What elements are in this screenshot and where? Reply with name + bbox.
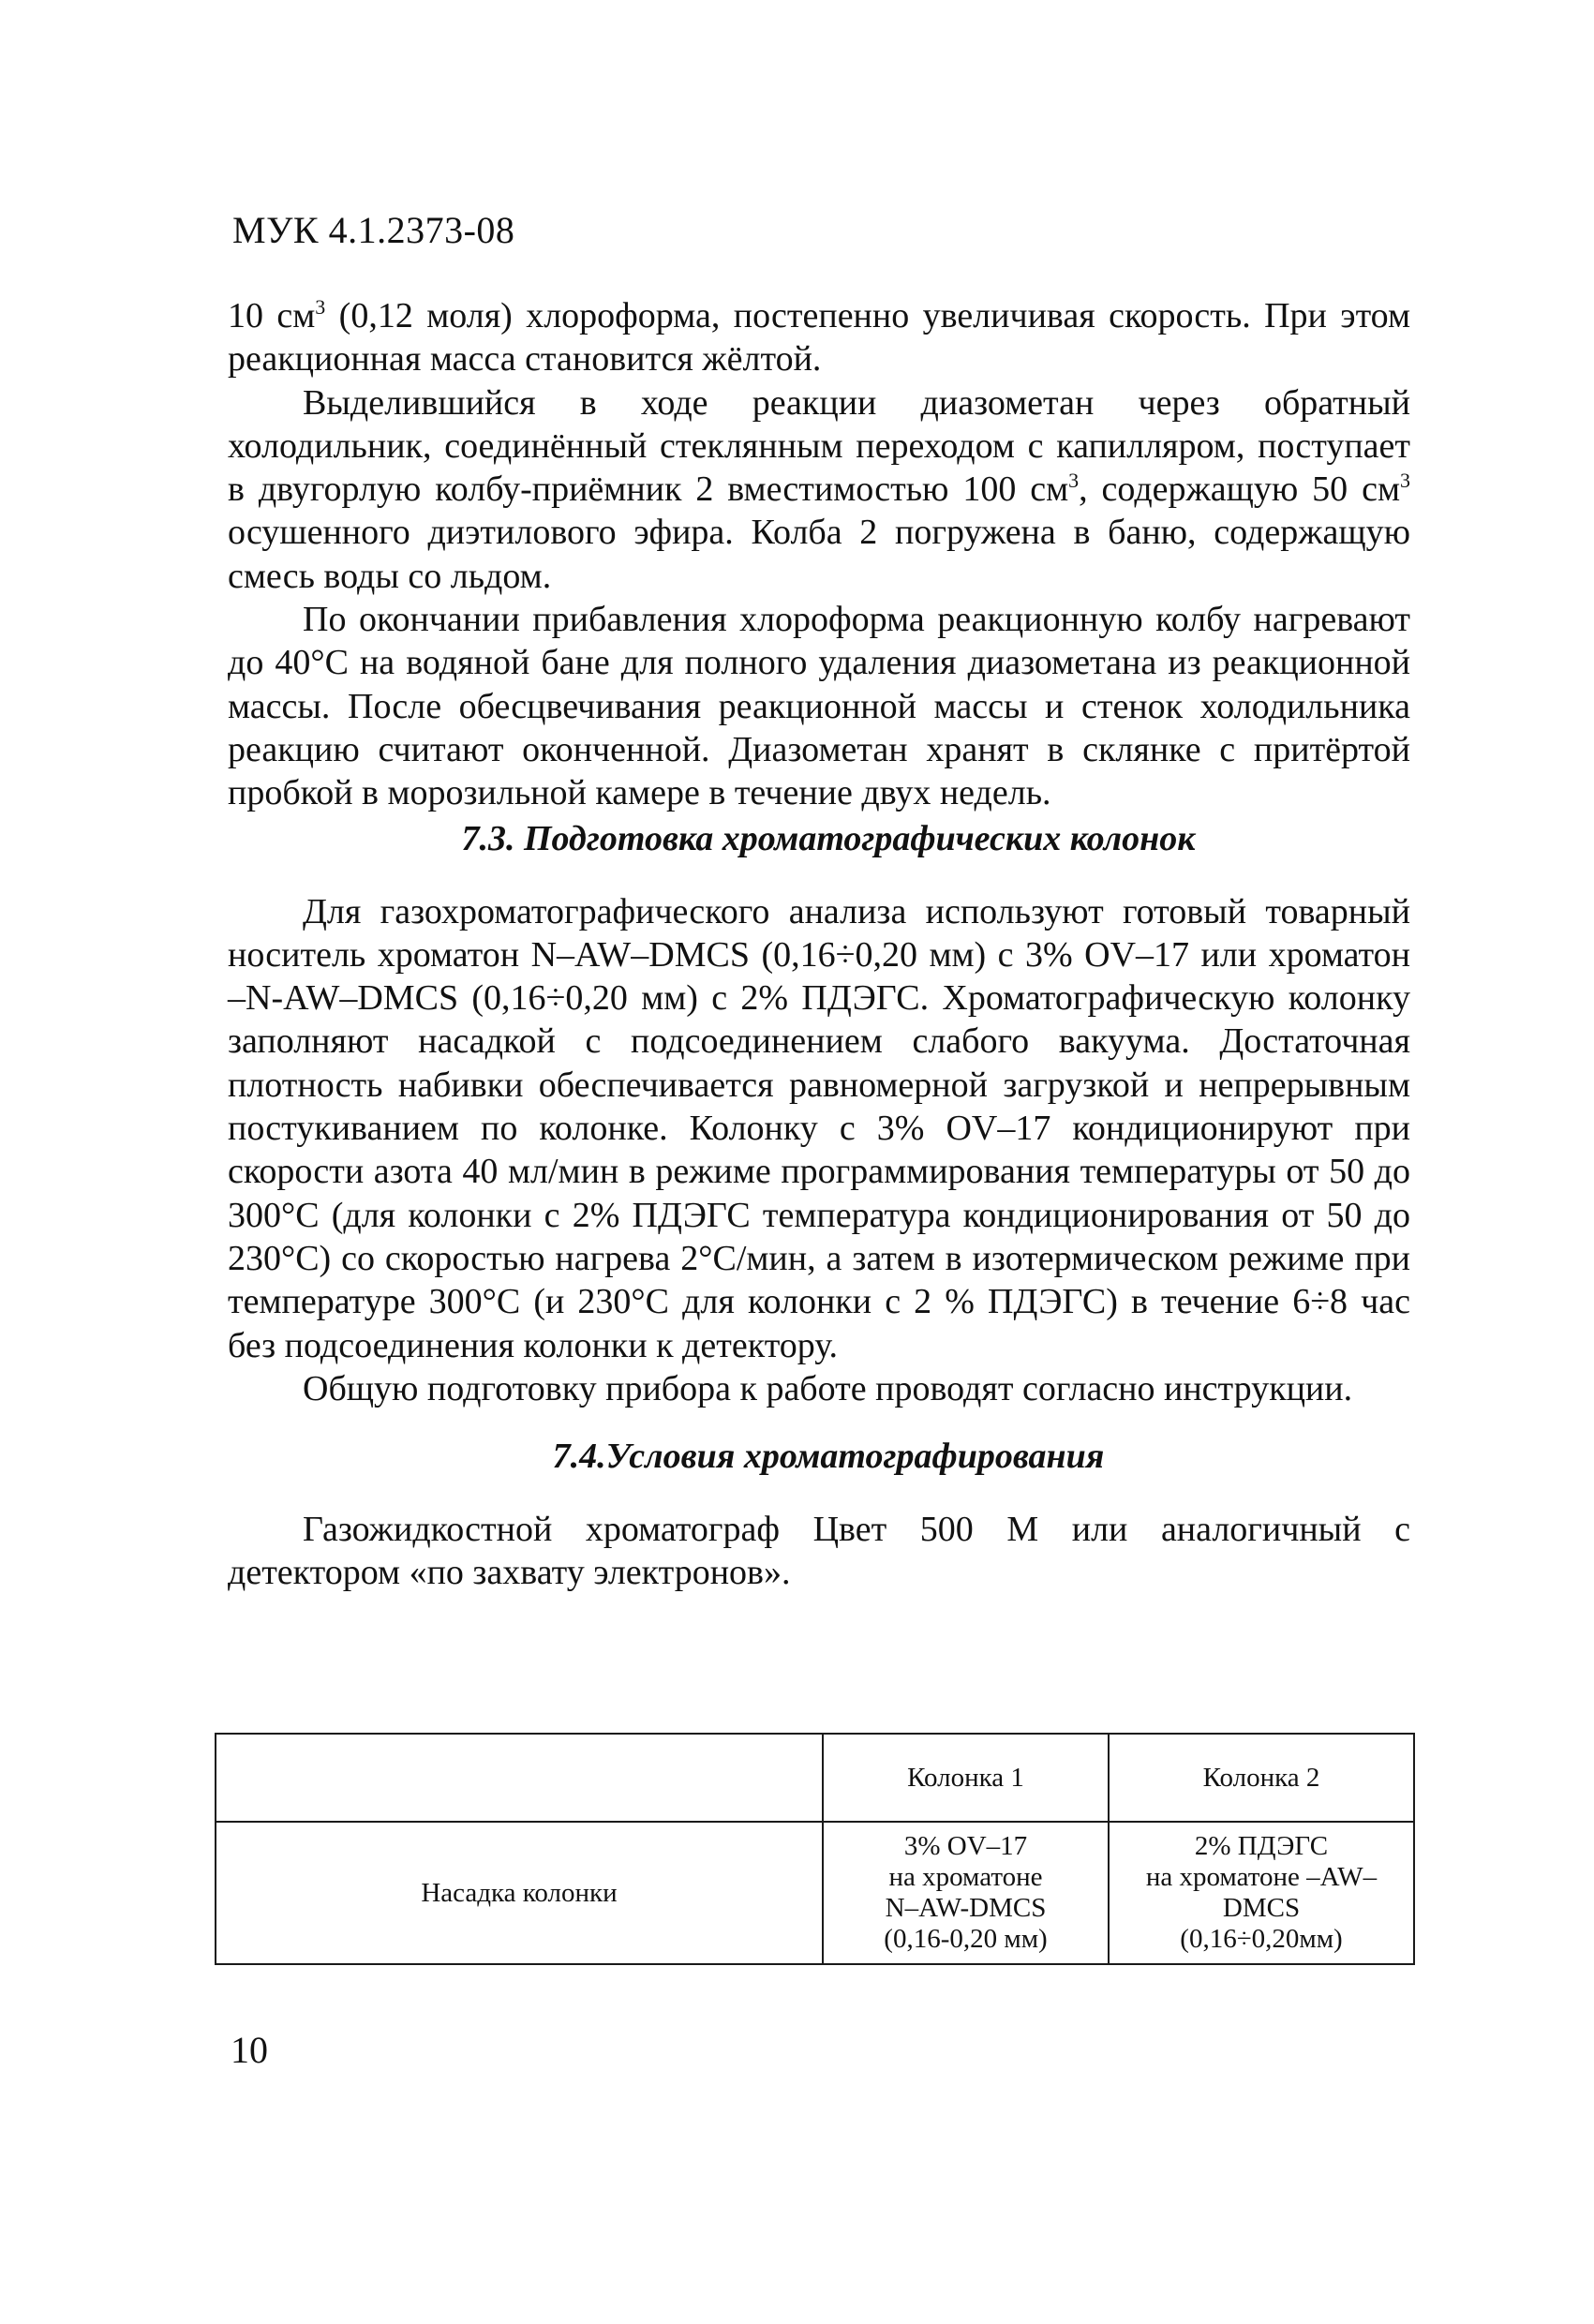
cell-line: на хроматоне xyxy=(888,1862,1043,1892)
cell-line: на хроматоне –AW– xyxy=(1145,1862,1378,1892)
p1-superscript-1: 3 xyxy=(315,295,326,319)
cell-line: 2% ПДЭГС xyxy=(1194,1831,1329,1861)
conditions-table xyxy=(215,1733,1415,1965)
table-header-column-2: Колонка 2 xyxy=(1109,1734,1414,1822)
document-code-header: МУК 4.1.2373-08 xyxy=(232,209,515,251)
p2-superscript-1: 3 xyxy=(1068,469,1080,493)
table-row-label: Насадка колонки xyxy=(216,1822,823,1964)
cell-line: 3% OV–17 xyxy=(903,1831,1028,1861)
paragraph-4: Для газохроматографического анализа используют готовый товарный носитель хроматон N–AW–DMCS (0,16÷0,20 мм) с 3% OV–17 или хроматон –N-AW–DMCS (0,16÷0,20 мм) с 2% ПДЭГС. Хроматографическую колонку заполняют насадкой с подсоединением слабого вакуума. Достаточная плотность набивки обеспечивается равномерной загрузкой и непрерывным постукиванием по колонке. Колонку с 3% OV–17 кондиционируют при скорости азота 40 мл/мин в режиме программирования температуры от 50 до 300°С (для колонки с 2% ПДЭГС температура кондиционирования от 50 до 230°С) со скоростью нагрева 2°С/мин, а затем в изотермическом режиме при температуре 300°С (и 230°С для колонки с 2 % ПДЭГС) в течение 6÷8 час без подсоединения колонки к детектору. xyxy=(228,891,1410,1365)
p1-text-1: 10 см xyxy=(228,296,316,335)
section-heading-7-4: 7.4.Условия хроматографирования xyxy=(552,1437,1105,1477)
p2-text-3: осушенного диэтилового эфира. Колба 2 погружена в баню, содержащую смесь воды со льдом. xyxy=(228,513,1410,596)
conditions-table-wrapper xyxy=(215,1733,1413,1965)
page-number: 10 xyxy=(231,2029,268,2071)
p2-text-1: Выделившийся в ходе реакции диазометан через обратный холодильник, соединённый стеклянным переходом с капилляром, поступает в двугорлую колбу-приёмник 2 вместимостью 100 см xyxy=(228,382,1410,510)
table-cell-column-1 xyxy=(823,1822,1109,1964)
table-header-column-1: Колонка 1 xyxy=(823,1734,1109,1822)
paragraph-3: По окончании прибавления хлороформа реакционную колбу нагревают до 40°С на водяной бане для полного удаления диазометана из реакционной массы. После обесцвечивания реакционной массы и стенок холодильника реакцию считают оконченной. Диазометан хранят в склянке с притёртой пробкой в морозильной камере в течение двух недель. xyxy=(228,600,1410,813)
table-cell-column-2 xyxy=(1109,1822,1414,1964)
cell-line: (0,16-0,20 мм) xyxy=(884,1924,1048,1954)
table-header-row xyxy=(216,1734,1414,1822)
p2-text-2: , содержащую 50 см xyxy=(1079,469,1400,510)
table-row xyxy=(216,1822,1414,1964)
paragraph-2 xyxy=(228,381,1410,598)
cell-line: DMCS xyxy=(1222,1893,1301,1923)
cell-line: (0,16÷0,20мм) xyxy=(1180,1924,1343,1954)
p2-superscript-2: 3 xyxy=(1400,469,1410,493)
paragraph-1 xyxy=(228,294,1410,381)
body-text xyxy=(228,294,1410,1595)
section-heading-7-3: 7.3. Подготовка хроматографических колонок xyxy=(461,818,1196,858)
table-header-empty-cell xyxy=(216,1734,823,1822)
cell-line: N–AW-DMCS xyxy=(885,1893,1047,1923)
p1-text-2: (0,12 моля) хлороформа, постепенно увеличивая скорость. При этом реакционная масса становится жёлтой. xyxy=(228,296,1410,380)
paragraph-5: Общую подготовку прибора к работе проводят согласно инструкции. xyxy=(303,1368,1353,1408)
paragraph-6: Газожидкостной хроматограф Цвет 500 М или аналогичный с детектором «по захвату электронов». xyxy=(228,1510,1410,1593)
